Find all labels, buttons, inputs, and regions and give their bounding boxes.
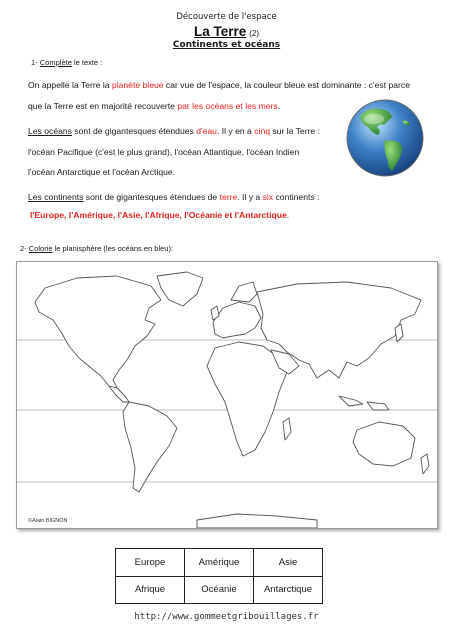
continents-table	[115, 548, 323, 604]
australia-land	[353, 422, 415, 466]
indonesia-land	[339, 396, 389, 410]
exercise2-rest: le planisphère (les océans en bleu):	[54, 244, 174, 253]
text-line-7: l'Europe, l'Amérique, l'Asie, l'Afrique, l'Océanie et l'Antarctique.	[30, 210, 290, 220]
text-line-2: que la Terre est en majorité recouverte par les océans et les mers.	[28, 101, 281, 111]
exercise1-number: 1-	[31, 58, 38, 67]
world-map-frame	[16, 261, 438, 529]
answer-oceans-mers: par les océans et les mers	[177, 101, 278, 111]
term-continents: Les continents	[28, 192, 84, 202]
page-title	[0, 24, 453, 39]
greenland-land	[157, 272, 203, 306]
table-row	[116, 576, 323, 604]
footer-url[interactable]: http://www.gommeetgribouillages.fr	[134, 612, 319, 622]
answer-planete-bleue: planète bleue	[111, 80, 164, 90]
text-line-4: l'océan Pacifique (c'est le plus grand), l'océan Atlantique, l'océan Indien	[28, 147, 300, 157]
scandinavia-land	[231, 282, 257, 302]
title-text: La Terre	[193, 24, 247, 39]
central-america-land	[109, 386, 129, 402]
exercise2-number: 2-	[20, 244, 27, 253]
exercise1-instruction	[31, 58, 102, 67]
exercise1-rest: le texte :	[73, 58, 103, 67]
table-cell: Amérique	[185, 549, 254, 577]
new-zealand-land	[421, 454, 429, 474]
table-cell: Europe	[116, 549, 185, 577]
answer-terre: terre	[219, 192, 238, 202]
japan-land	[395, 324, 403, 342]
answer-eau: d'eau	[196, 126, 217, 136]
answer-cinq: cinq	[254, 126, 270, 136]
europe-land	[213, 302, 261, 338]
table-row	[116, 549, 323, 577]
title-number: (2)	[249, 29, 260, 38]
subject-label: Découverte de l'espace	[176, 12, 277, 22]
text-line-3: Les océans sont de gigantesques étendues d'eau. Il y en a cinq sur la Terre :	[28, 126, 320, 136]
table-cell: Antarctique	[254, 576, 323, 604]
text-line-1: On appelle la Terre la planète bleue car vue de l'espace, la couleur bleue est dominante : c'est parce	[28, 80, 410, 90]
table-cell: Océanie	[185, 576, 254, 604]
answer-continents-list: l'Europe, l'Amérique, l'Asie, l'Afrique, l'Océanie et l'Antarctique	[30, 210, 287, 220]
answer-six: six	[262, 192, 274, 202]
antarctica-land	[197, 514, 317, 528]
exercise2-verb: Colorie	[28, 244, 53, 253]
south-america-land	[123, 402, 177, 492]
north-america-land	[35, 276, 161, 388]
madagascar-land	[283, 418, 291, 440]
page-subtitle: Continents et océans	[172, 40, 281, 50]
exercise1-verb: Complète	[39, 58, 72, 67]
exercise2-instruction	[20, 244, 173, 253]
table-cell: Asie	[254, 549, 323, 577]
world-map	[17, 262, 437, 528]
map-copyright: ©Alain BIGNON	[28, 518, 68, 524]
table-cell: Afrique	[116, 576, 185, 604]
term-oceans: Les océans	[28, 126, 72, 136]
text-line-5: l'océan Antarctique et l'océan Arctique.	[28, 167, 176, 177]
earth-globe-icon	[344, 97, 426, 179]
text-line-6: Les continents sont de gigantesques étendues de terre. Il y a six continents :	[28, 192, 320, 202]
